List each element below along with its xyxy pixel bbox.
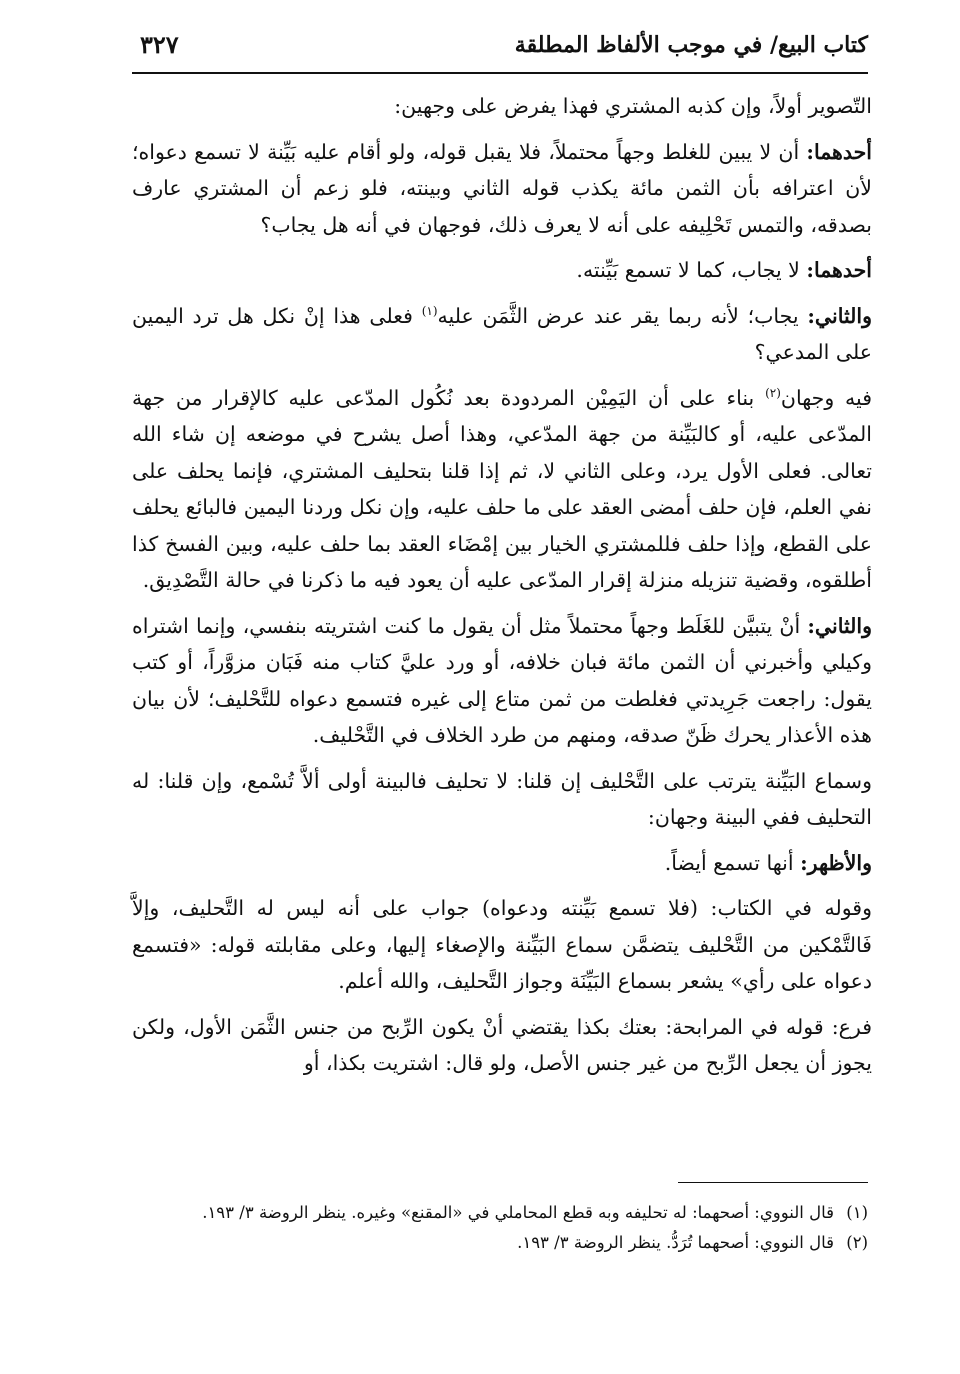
- footnote-number: (١): [846, 1203, 868, 1222]
- footnote: [132, 1228, 868, 1258]
- paragraph-evidence: [132, 763, 872, 836]
- paragraph-second-case: [132, 608, 872, 754]
- paragraph-text: التّصوير أولاً، وإن كذبه المشتري فهذا يفرض على وجهين:: [394, 94, 872, 118]
- paragraph-text: وسماع البَيِّنة يترتب على التَّحْليف إن قلنا: لا تحليف فالبينة أولى ألاَّ تُسْمع، وإن قلنا: له التحليف ففي البينة وجهان:: [132, 768, 872, 829]
- paragraph-text: أنها تسمع أيضاً.: [664, 850, 801, 875]
- paragraph-text: فعلى هذا إنْ نكل هل ترد اليمين على المدعي؟: [132, 303, 872, 364]
- paragraph-preferred: [132, 845, 872, 882]
- paragraph-intro: [132, 88, 872, 125]
- footnote-text: قال النووي: أصحهما تُرَدُّ. ينظر الروضة ٣/ ١٩٣.: [517, 1233, 834, 1252]
- paragraph-first-case: [132, 134, 872, 244]
- paragraph-second-view: [132, 298, 872, 371]
- paragraph-branch: [132, 1009, 872, 1082]
- paragraph-text: بناء على أن اليَمِيْن المردودة بعد نُكُول المدّعى عليه كالإقرار من جهة المدّعى عليه، أو كالبَيِّنة من جهة المدّعي، وهذا أصل يشرح في موضعه إن شاء الله تعالى. فعلى الأول يرد، وعلى الثاني لا، ثم إذا قلنا بتحليف المشتري، فإنما يحلف على نفي العلم، فإن حلف أمضى العقد على ما حلف عليه، وإن نكل وردنا اليمين فالبائع يحلف على القطع، وإذا حلف فللمشتري الخيار بين إمْضَاء العقد بما حلف عليه، وبين الفسخ كذا أطلقوه، وقضية تنزيله منزلة إقرار المدّعى عليه أن يعود فيه ما ذكرنا في حالة التَّصْدِيق.: [132, 385, 872, 592]
- paragraph-text: أنْ يتبيَّن للغَلَط وجهاً محتملاً مثل أن يقول ما كنت اشتريته بنفسي، وإنما اشتراه وكيلي وأخبرني أن الثمن مائة فبان خلافه، أو ورد عليَّ كتاب منه فَبَان مزوَّراً، أو كتب يقول: راجعت جَرِيدتي فغلطت من ثمن متاع إلى غيره فتسمع دعواه للتَّحْليف؛ لأن بيان هذه الأعذار يحرك ظَنّ صدقه، ومنهم من طرد الخلاف في التَّحْليف.: [132, 613, 872, 747]
- running-header: [132, 28, 868, 74]
- paragraph-lead: والثاني:: [807, 303, 872, 328]
- page-number: ٣٢٧: [140, 30, 179, 59]
- paragraph-text: يجاب؛ لأنه ربما يقر عند عرض الثَّمَن عليه: [437, 303, 808, 328]
- paragraph-lead: أحدهما:: [806, 258, 872, 282]
- paragraph-first-view: [132, 252, 872, 289]
- paragraph-text: لا يجاب، كما لا تسمع بَيِّنته.: [576, 258, 807, 282]
- paragraph-lead: والثاني:: [807, 613, 872, 638]
- paragraph-text: وقوله في الكتاب: (فلا تسمع بَيِّنته ودعواه) جواب على أنه ليس له التَّحليف، وإلاَّ فَالتَّمْكين من التَّحْليف يتضمَّن سماع البَيِّنة والإصغاء إليها، وعلى مقابلته قوله: «فتسمع دعواه على رأي» يشعر بسماع البَيِّنَة وجواز التَّحليف، والله أعلم.: [132, 896, 872, 993]
- paragraph-lead: أحدهما:: [806, 139, 872, 164]
- footnotes: [132, 1198, 868, 1258]
- paragraph-text: فرع: قوله في المرابحة: بعتك بكذا يقتضي أنْ يكون الرِّبح من جنس الثَّمَن الأول، ولكن يجوز أن يجعل الرِّبح من غير جنس الأصل، ولو قال: اشتريت بكذا، أو: [132, 1014, 872, 1075]
- main-text: [132, 88, 872, 1091]
- footnote-divider: [678, 1182, 868, 1183]
- footnote-marker[interactable]: (١): [421, 303, 438, 318]
- footnote-text: قال النووي: أصحهما: له تحليفه وبه قطع المحاملي في «المقنع» وغيره. ينظر الروضة ٣/ ١٩٣.: [202, 1203, 834, 1222]
- paragraph-text: فيه وجهان: [780, 385, 872, 410]
- paragraph-two-views: [132, 380, 872, 599]
- paragraph-text: أن لا يبين للغلط وجهاً محتملاً، فلا يقبل قوله، ولو أقام عليه بَيِّنة لا تسمع دعواه؛ لأن اعترافه بأن الثمن مائة يكذب قوله الثاني وبينته، فلو زعم أن المشتري عارف بصدقه، والتمس تَحْلِيفه على أنه لا يعرف ذلك، فوجهان في أنه هل يجاب؟: [132, 139, 872, 237]
- footnote-number: (٢): [846, 1233, 868, 1252]
- footnote: [132, 1198, 868, 1228]
- running-title: كتاب البيع/ في موجب الألفاظ المطلقة: [514, 32, 868, 58]
- paragraph-book-statement: [132, 890, 872, 1000]
- paragraph-lead: والأظهر:: [800, 850, 872, 875]
- footnote-marker[interactable]: (٢): [765, 385, 781, 400]
